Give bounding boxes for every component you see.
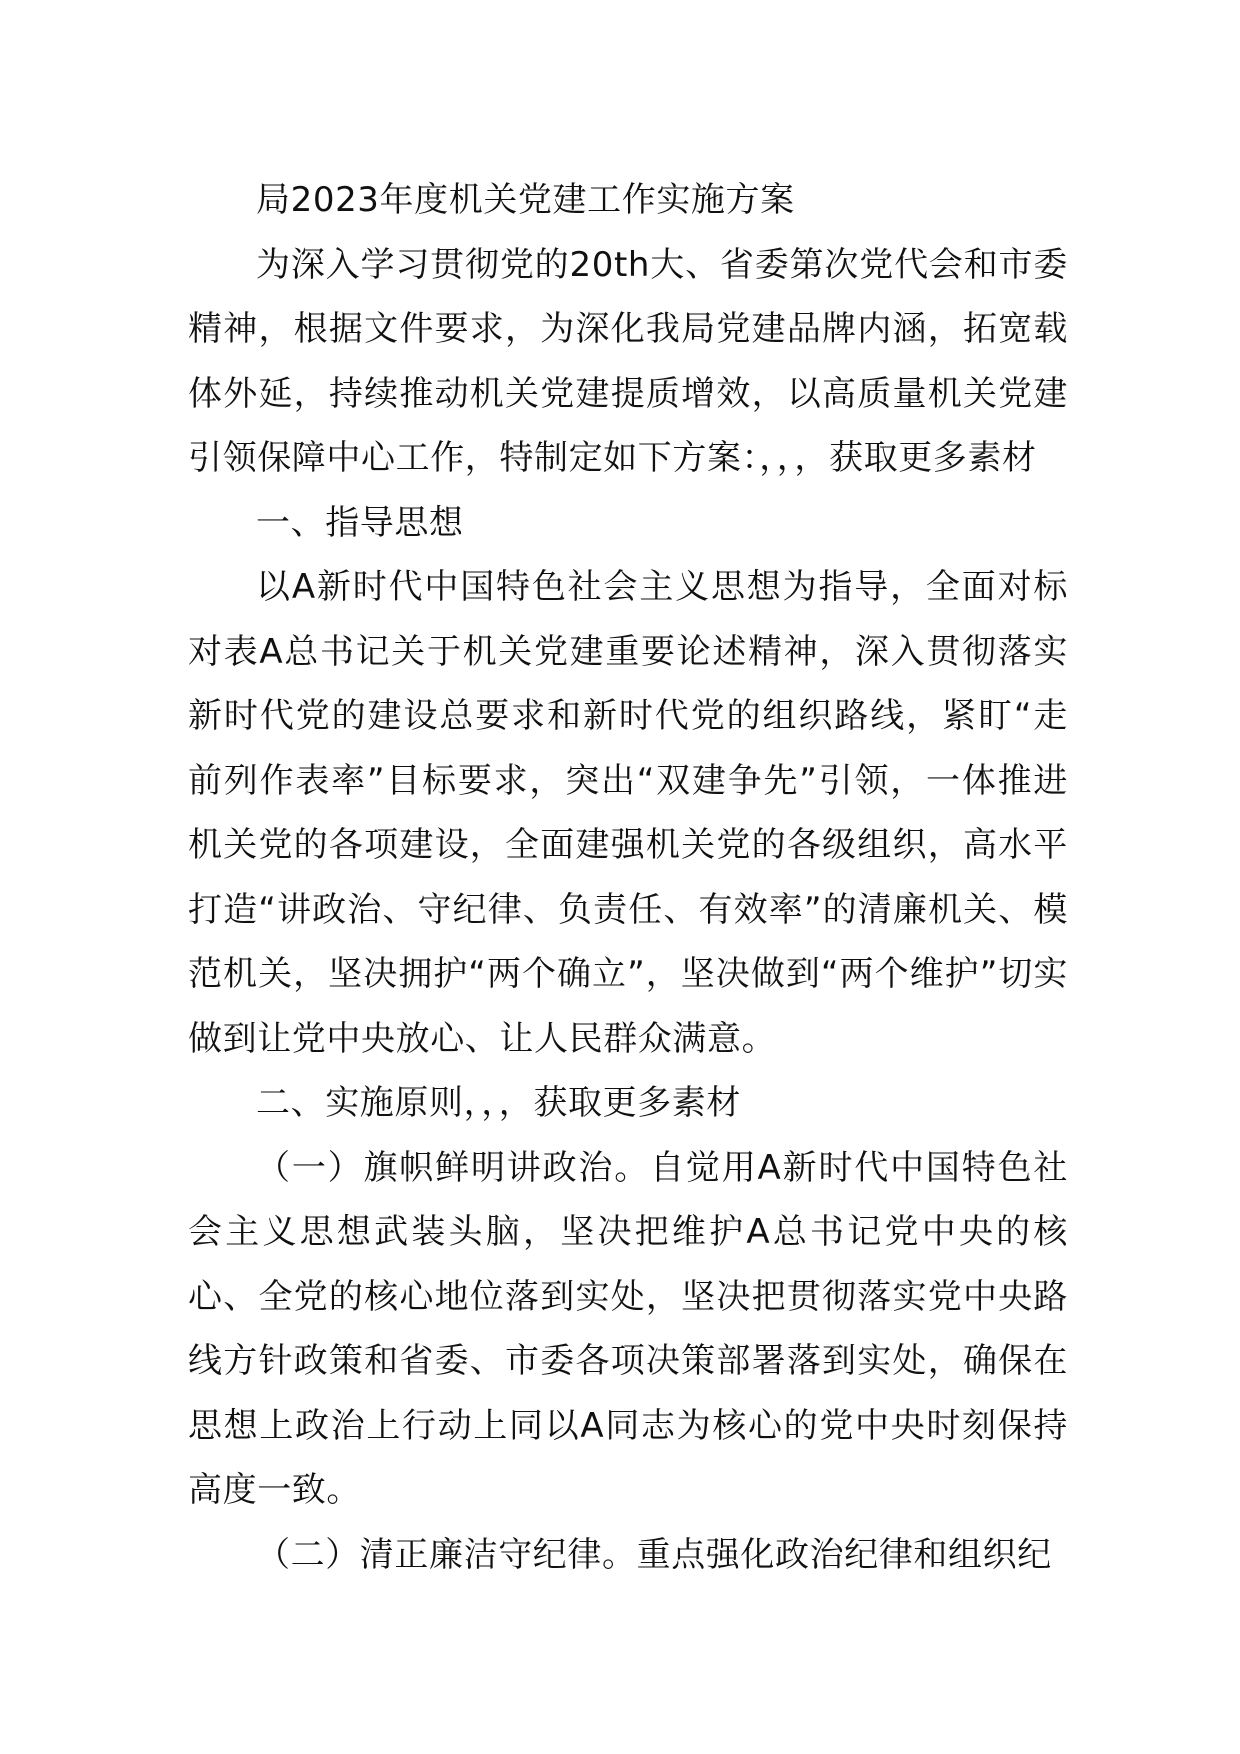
intro-paragraph: 为深入学习贯彻党的20th大、省委第次党代会和市委精神，根据文件要求，为深化我局党建品牌内涵，拓宽载体外延，持续推动机关党建提质增效，以高质量机关党建引领保障中心工作，特制定如下方案：，，，获取更多素材 [188,244,1068,478]
document-body [188,168,1068,1587]
document-title: 局2023年度机关党建工作实施方案 [256,180,795,220]
principle-one-paragraph: （一）旗帜鲜明讲政治。自觉用A新时代中国特色社会主义思想武装头脑，坚决把维护A总书记党中央的核心、全党的核心地位落到实处，坚决把贯彻落实党中央路线方针政策和省委、市委各项决策部署落到实处，确保在思想上政治上行动上同以A同志为核心的党中央时刻保持高度一致。 [188,1147,1068,1510]
guiding-ideology-paragraph: 以A新时代中国特色社会主义思想为指导，全面对标对表A总书记关于机关党建重要论述精神，深入贯彻落实新时代党的建设总要求和新时代党的组织路线，紧盯“走前列作表率”目标要求，突出“双建争先”引领，一体推进机关党的各项建设，全面建强机关党的各级组织，高水平打造“讲政治、守纪律、负责任、有效率”的清廉机关、模范机关，坚决拥护“两个确立”，坚决做到“两个维护”切实做到让党中央放心、让人民群众满意。 [188,567,1068,1059]
section-heading-guiding-ideology: 一、指导思想 [256,502,464,543]
principle-two-paragraph: （二）清正廉洁守纪律。重点强化政治纪律和组织纪 [256,1534,1052,1575]
section-heading-principles: 二、实施原则，，，获取更多素材 [256,1083,741,1123]
